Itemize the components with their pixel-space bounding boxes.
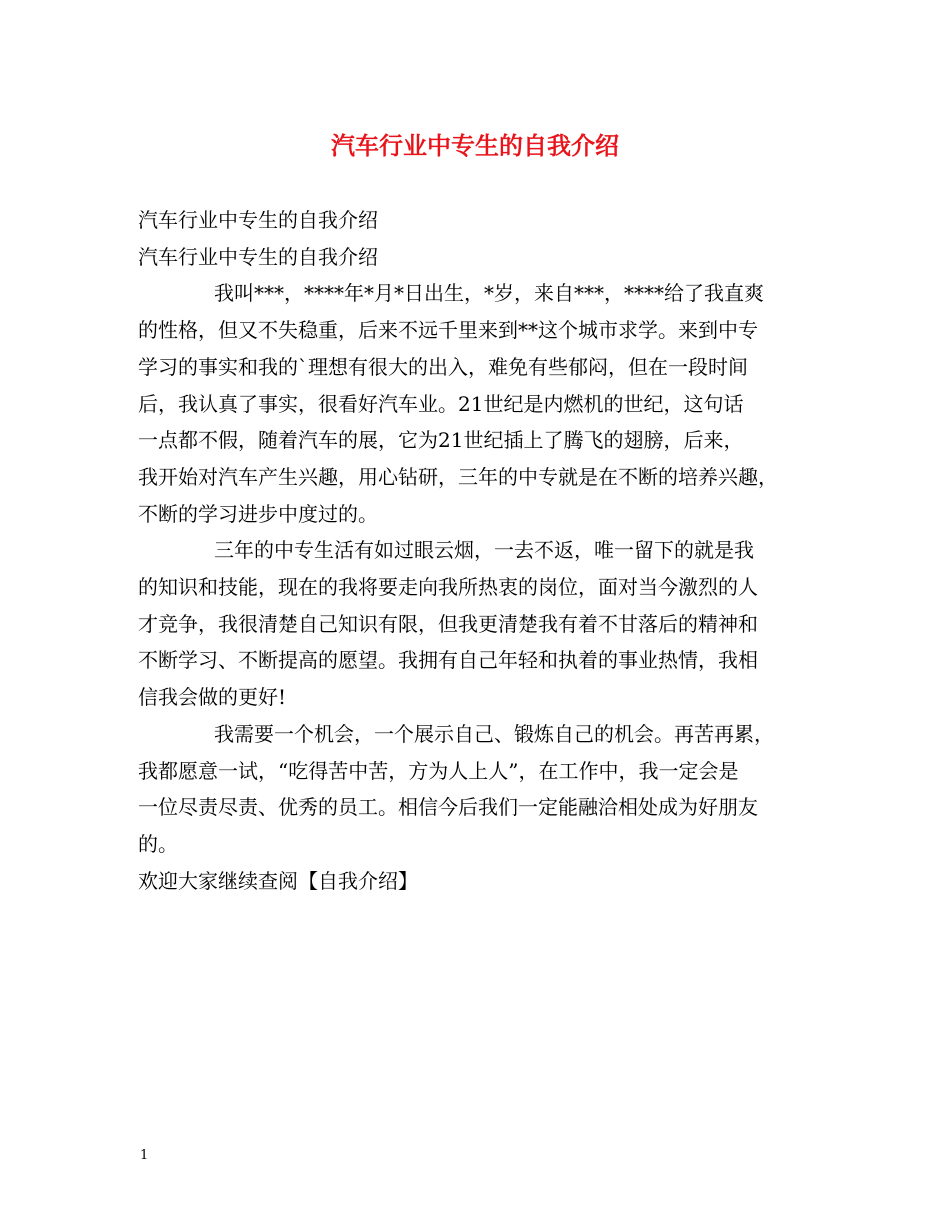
paragraph-line: 的知识和技能，现在的我将要走向我所热衷的岗位，面对当今激烈的人 (138, 575, 758, 600)
paragraph-line: 学习的事实和我的`理想有很大的出入，难免有些郁闷，但在一段时间 (138, 354, 748, 379)
paragraph-line: 后，我认真了事实，很看好汽车业。21世纪是内燃机的世纪，这句话 (138, 391, 744, 416)
page-number: 1 (140, 1148, 149, 1163)
paragraph-line: 的性格，但又不失稳重，后来不远千里来到**这个城市求学。来到中专 (138, 318, 758, 343)
document-body (138, 202, 828, 899)
paragraph-line: 信我会做的更好! (138, 685, 287, 710)
subtitle-line: 汽车行业中专生的自我介绍 (138, 244, 378, 269)
subtitle-line: 汽车行业中专生的自我介绍 (138, 208, 378, 232)
paragraph-line: 我都愿意一试，“吃得苦中苦，方为人上人”，在工作中，我一定会是 (138, 758, 739, 783)
footer-link-line: 欢迎大家继续查阅【自我介绍】 (138, 868, 418, 893)
paragraph-line: 一点都不假，随着汽车的展，它为21世纪插上了腾飞的翅膀，后来， (138, 428, 744, 453)
paragraph-line: 不断学习、不断提高的愿望。我拥有自己年轻和执着的事业热情，我相 (138, 648, 758, 673)
paragraph (138, 532, 828, 716)
page-title: 汽车行业中专生的自我介绍 (331, 131, 619, 160)
paragraph-line: 不断的学习进步中度过的。 (138, 501, 378, 526)
paragraph-line: 才竞争，我很清楚自己知识有限，但我更清楚我有着不甘落后的精神和 (138, 611, 758, 636)
paragraph-line: 三年的中专生活有如过眼云烟，一去不返，唯一留下的就是我 (214, 538, 754, 563)
paragraph-line: 我开始对汽车产生兴趣，用心钻研，三年的中专就是在不断的培养兴趣， (138, 464, 778, 489)
paragraph-line: 一位尽责尽责、优秀的员工。相信今后我们一定能融洽相处成为好朋友 (138, 795, 758, 820)
paragraph (138, 716, 828, 863)
paragraph-line: 我叫***，****年*月*日出生，*岁，来自***，****给了我直爽 (214, 281, 764, 306)
paragraph-line: 的。 (138, 831, 178, 856)
paragraph-line: 我需要一个机会，一个展示自己、锻炼自己的机会。再苦再累， (214, 721, 774, 746)
paragraph (138, 275, 828, 532)
